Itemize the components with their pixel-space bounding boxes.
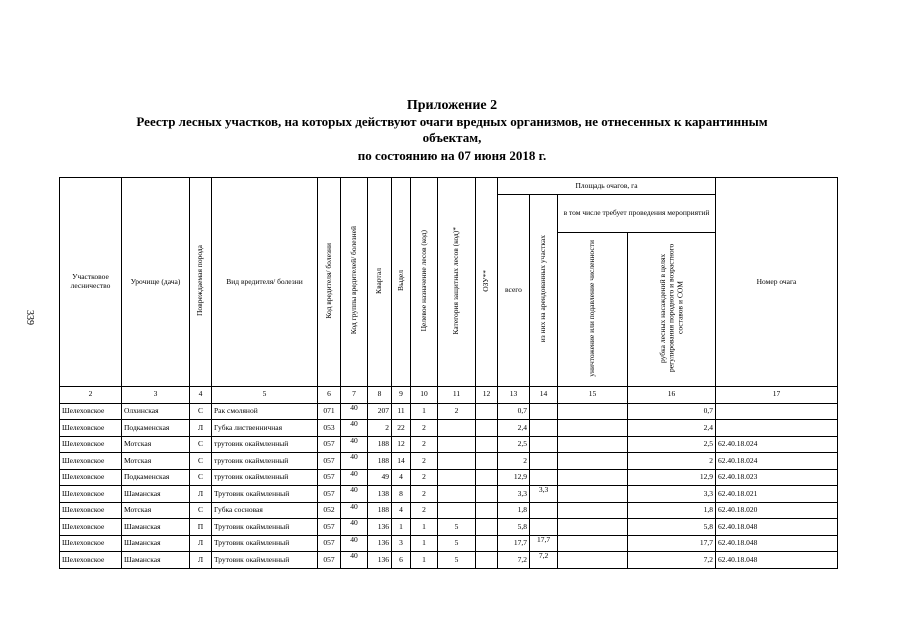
cell-poroda: С [190, 403, 212, 420]
cell-vid: Трутовик окаймленный [212, 535, 318, 552]
cell-celevoe: 1 [411, 535, 438, 552]
cell-kod: 057 [318, 453, 341, 470]
cell-unichtozhenie [558, 403, 628, 420]
cell-kvartal: 188 [368, 453, 392, 470]
cell-poroda: С [190, 502, 212, 519]
table-row [60, 486, 838, 503]
table-row [60, 519, 838, 536]
cell-urochishche: Шаманская [122, 552, 190, 569]
cell-gruppa: 40 [341, 469, 368, 486]
cell-lesnichestvo: Шелеховское [60, 420, 122, 437]
col-number: 12 [476, 386, 498, 403]
cell-poroda: Л [190, 552, 212, 569]
cell-nomer: 62.40.18.048 [716, 519, 838, 536]
cell-arenda [530, 453, 558, 470]
header-col-celevoe [411, 178, 438, 387]
cell-nomer [716, 403, 838, 420]
cell-poroda: С [190, 469, 212, 486]
cell-poroda: Л [190, 420, 212, 437]
col-number: 3 [122, 386, 190, 403]
cell-gruppa: 40 [341, 403, 368, 420]
col-number: 4 [190, 386, 212, 403]
header-col-vsego: всего [498, 195, 530, 387]
header-kvartal-label: Квартал [374, 267, 384, 294]
header-measures-group: в том числе требует проведения мероприятий [558, 195, 716, 233]
cell-gruppa: 40 [341, 552, 368, 569]
cell-lesnichestvo: Шелеховское [60, 469, 122, 486]
cell-unichtozhenie [558, 453, 628, 470]
table-row [60, 552, 838, 569]
cell-kvartal: 188 [368, 502, 392, 519]
header-col-urochishche: Урочище (дача) [122, 178, 190, 387]
cell-kvartal: 138 [368, 486, 392, 503]
header-gruppa-label: Код группы вредителей/ болезней [348, 226, 358, 335]
col-number: 7 [341, 386, 368, 403]
header-col-kategoriya [438, 178, 476, 387]
cell-kod: 057 [318, 535, 341, 552]
cell-vid: Губка лиственничная [212, 420, 318, 437]
header-ozu-label: ОЗУ** [481, 269, 491, 292]
column-numbers-row [60, 386, 838, 403]
cell-unichtozhenie [558, 552, 628, 569]
cell-lesnichestvo: Шелеховское [60, 486, 122, 503]
cell-rubka: 2,5 [628, 436, 716, 453]
cell-arenda [530, 519, 558, 536]
cell-poroda: С [190, 436, 212, 453]
table-row [60, 469, 838, 486]
col-number: 15 [558, 386, 628, 403]
cell-vydel: 14 [392, 453, 411, 470]
header-vydel-label: Выдел [395, 270, 405, 291]
header-celevoe-label: Целевое назначение лесов (код) [418, 229, 428, 332]
cell-kategoriya [438, 436, 476, 453]
cell-celevoe: 1 [411, 519, 438, 536]
cell-gruppa: 40 [341, 535, 368, 552]
cell-vid: трутовик окаймленный [212, 469, 318, 486]
cell-vydel: 6 [392, 552, 411, 569]
cell-kod: 057 [318, 486, 341, 503]
page-number: 339 [24, 310, 35, 325]
cell-unichtozhenie [558, 535, 628, 552]
cell-rubka: 2 [628, 453, 716, 470]
cell-kvartal: 136 [368, 552, 392, 569]
header-poroda-label: Повреждаемая порода [195, 245, 205, 316]
cell-kod: 057 [318, 519, 341, 536]
cell-ozu [476, 486, 498, 503]
cell-arenda [530, 403, 558, 420]
cell-urochishche: Подкаменская [122, 420, 190, 437]
cell-ozu [476, 535, 498, 552]
cell-vydel: 22 [392, 420, 411, 437]
cell-kvartal: 136 [368, 535, 392, 552]
cell-kategoriya: 2 [438, 403, 476, 420]
registry-title: Реестр лесных участков, на которых действуют очаги вредных организмов, не отнесенных к карантинным [136, 114, 768, 129]
col-number: 5 [212, 386, 318, 403]
cell-kategoriya: 5 [438, 535, 476, 552]
cell-celevoe: 2 [411, 453, 438, 470]
header-col-vydel [392, 178, 411, 387]
cell-kod: 052 [318, 502, 341, 519]
cell-nomer: 62.40.18.048 [716, 552, 838, 569]
cell-kvartal: 49 [368, 469, 392, 486]
registry-title-cont: объектам, [422, 130, 482, 145]
cell-vsego: 2,5 [498, 436, 530, 453]
cell-vsego: 3,3 [498, 486, 530, 503]
cell-kvartal: 136 [368, 519, 392, 536]
registry-date: по состоянию на 07 июня 2018 г. [357, 148, 547, 163]
cell-lesnichestvo: Шелеховское [60, 403, 122, 420]
cell-rubka: 1,8 [628, 502, 716, 519]
cell-kod: 057 [318, 436, 341, 453]
cell-kod: 057 [318, 552, 341, 569]
cell-kvartal: 2 [368, 420, 392, 437]
table-body [60, 403, 838, 568]
header-col-gruppa [341, 178, 368, 387]
cell-celevoe: 2 [411, 469, 438, 486]
table-row [60, 403, 838, 420]
table-row [60, 420, 838, 437]
cell-rubka: 0,7 [628, 403, 716, 420]
header-col-poroda [190, 178, 212, 387]
cell-vsego: 2,4 [498, 420, 530, 437]
table-row [60, 535, 838, 552]
cell-lesnichestvo: Шелеховское [60, 552, 122, 569]
cell-urochishche: Олхинская [122, 403, 190, 420]
cell-kod: 057 [318, 469, 341, 486]
cell-kategoriya [438, 486, 476, 503]
cell-arenda [530, 436, 558, 453]
col-number: 11 [438, 386, 476, 403]
cell-urochishche: Подкаменская [122, 469, 190, 486]
cell-gruppa: 40 [341, 453, 368, 470]
cell-arenda: 17,7 [530, 535, 558, 552]
cell-kategoriya: 5 [438, 552, 476, 569]
col-number: 10 [411, 386, 438, 403]
cell-vsego: 5,8 [498, 519, 530, 536]
col-number: 14 [530, 386, 558, 403]
cell-poroda: Л [190, 535, 212, 552]
cell-lesnichestvo: Шелеховское [60, 519, 122, 536]
cell-rubka: 17,7 [628, 535, 716, 552]
cell-vsego: 2 [498, 453, 530, 470]
cell-vsego: 12,9 [498, 469, 530, 486]
header-kod-label: Код вредителя/ болезни [323, 242, 333, 319]
cell-kvartal: 188 [368, 436, 392, 453]
col-number: 6 [318, 386, 341, 403]
cell-nomer: 62.40.18.024 [716, 436, 838, 453]
header-col-vid: Вид вредителя/ болезни [212, 178, 318, 387]
header-col-arenda [530, 195, 558, 387]
cell-rubka: 3,3 [628, 486, 716, 503]
cell-vid: трутовик окаймленный [212, 436, 318, 453]
cell-vid: Трутовик окаймленный [212, 519, 318, 536]
cell-vid: Губка сосновая [212, 502, 318, 519]
cell-gruppa: 40 [341, 486, 368, 503]
cell-unichtozhenie [558, 519, 628, 536]
cell-celevoe: 1 [411, 552, 438, 569]
cell-kod: 053 [318, 420, 341, 437]
cell-vydel: 1 [392, 519, 411, 536]
cell-urochishche: Шаманская [122, 535, 190, 552]
cell-vid: Трутовик окаймленный [212, 552, 318, 569]
cell-lesnichestvo: Шелеховское [60, 502, 122, 519]
cell-ozu [476, 552, 498, 569]
cell-arenda: 3,3 [530, 486, 558, 503]
cell-gruppa: 40 [341, 420, 368, 437]
cell-kategoriya [438, 453, 476, 470]
cell-unichtozhenie [558, 502, 628, 519]
col-number: 16 [628, 386, 716, 403]
header-kategoriya-label: Категория защитных лесов (код)* [451, 226, 461, 335]
cell-lesnichestvo: Шелеховское [60, 436, 122, 453]
cell-celevoe: 2 [411, 502, 438, 519]
cell-arenda [530, 420, 558, 437]
cell-vid: Рак смоляной [212, 403, 318, 420]
cell-arenda: 7,2 [530, 552, 558, 569]
cell-arenda [530, 469, 558, 486]
cell-kategoriya [438, 502, 476, 519]
cell-arenda [530, 502, 558, 519]
cell-celevoe: 2 [411, 436, 438, 453]
cell-unichtozhenie [558, 486, 628, 503]
cell-ozu [476, 519, 498, 536]
cell-vydel: 11 [392, 403, 411, 420]
cell-urochishche: Мотская [122, 436, 190, 453]
cell-gruppa: 40 [341, 502, 368, 519]
cell-vydel: 12 [392, 436, 411, 453]
registry-table [59, 177, 838, 569]
cell-urochishche: Мотская [122, 502, 190, 519]
cell-poroda: Л [190, 486, 212, 503]
cell-poroda: П [190, 519, 212, 536]
table-row [60, 436, 838, 453]
cell-vydel: 3 [392, 535, 411, 552]
cell-unichtozhenie [558, 436, 628, 453]
cell-nomer: 62.40.18.023 [716, 469, 838, 486]
cell-rubka: 7,2 [628, 552, 716, 569]
header-col-ozu [476, 178, 498, 387]
col-number: 9 [392, 386, 411, 403]
cell-poroda: С [190, 453, 212, 470]
cell-nomer: 62.40.18.024 [716, 453, 838, 470]
cell-celevoe: 1 [411, 403, 438, 420]
cell-vsego: 1,8 [498, 502, 530, 519]
cell-vydel: 4 [392, 502, 411, 519]
header-col-leschestvo: Участковое лесничество [60, 178, 122, 387]
col-number: 2 [60, 386, 122, 403]
cell-kategoriya [438, 420, 476, 437]
cell-ozu [476, 403, 498, 420]
appendix-title: Приложение 2 [406, 98, 498, 113]
cell-urochishche: Шаманская [122, 519, 190, 536]
cell-unichtozhenie [558, 469, 628, 486]
cell-rubka: 5,8 [628, 519, 716, 536]
cell-lesnichestvo: Шелеховское [60, 535, 122, 552]
cell-unichtozhenie [558, 420, 628, 437]
cell-nomer: 62.40.18.021 [716, 486, 838, 503]
col-number: 13 [498, 386, 530, 403]
cell-vydel: 4 [392, 469, 411, 486]
cell-ozu [476, 502, 498, 519]
cell-vydel: 8 [392, 486, 411, 503]
cell-kategoriya: 5 [438, 519, 476, 536]
col-number: 8 [368, 386, 392, 403]
cell-kvartal: 207 [368, 403, 392, 420]
cell-nomer: 62.40.18.020 [716, 502, 838, 519]
cell-ozu [476, 436, 498, 453]
cell-kod: 071 [318, 403, 341, 420]
col-number: 17 [716, 386, 838, 403]
header-col-rubka [628, 233, 716, 387]
cell-vsego: 17,7 [498, 535, 530, 552]
header-rubka-label: рубка лесных насаждений в целях регулирования породного и возрастного составов и СОМ [657, 243, 684, 373]
cell-lesnichestvo: Шелеховское [60, 453, 122, 470]
header-arenda-label: из них на арендованных участках [538, 235, 548, 343]
header-col-nomer: Номер очага [716, 178, 838, 387]
cell-vid: Трутовик окаймленный [212, 486, 318, 503]
table-row [60, 453, 838, 470]
header-area-group: Площадь очагов, га [498, 178, 716, 195]
cell-vsego: 7,2 [498, 552, 530, 569]
cell-ozu [476, 453, 498, 470]
cell-ozu [476, 469, 498, 486]
cell-vid: трутовик окаймленный [212, 453, 318, 470]
cell-gruppa: 40 [341, 436, 368, 453]
cell-rubka: 12,9 [628, 469, 716, 486]
header-col-kvartal [368, 178, 392, 387]
header-col-unichtozhenie [558, 233, 628, 387]
cell-rubka: 2,4 [628, 420, 716, 437]
cell-celevoe: 2 [411, 486, 438, 503]
header-col-kod [318, 178, 341, 387]
cell-celevoe: 2 [411, 420, 438, 437]
cell-nomer [716, 420, 838, 437]
cell-kategoriya [438, 469, 476, 486]
table-row [60, 502, 838, 519]
cell-urochishche: Шаманская [122, 486, 190, 503]
cell-gruppa: 40 [341, 519, 368, 536]
cell-urochishche: Мотская [122, 453, 190, 470]
cell-ozu [476, 420, 498, 437]
header-unichtozhenie-label: уничтожение или подавление численности [587, 239, 597, 377]
cell-vsego: 0,7 [498, 403, 530, 420]
cell-nomer: 62.40.18.048 [716, 535, 838, 552]
